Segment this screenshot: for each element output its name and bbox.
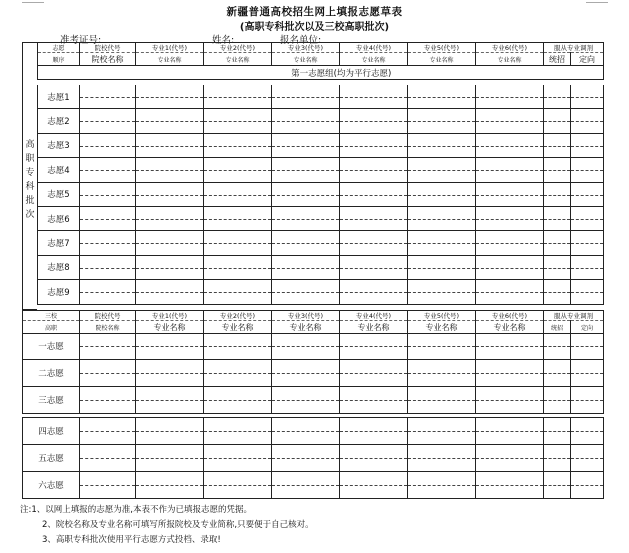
choice-label: 四志愿 xyxy=(23,418,80,445)
entry-cell[interactable] xyxy=(136,183,203,206)
entry-cell[interactable] xyxy=(340,231,407,254)
choice-row xyxy=(23,333,604,360)
name-label: 院校名称 xyxy=(80,53,136,66)
entry-cell[interactable] xyxy=(408,85,475,108)
table1-name-row xyxy=(38,53,604,66)
entry-cell[interactable] xyxy=(408,231,475,254)
table2-code-row xyxy=(23,311,604,321)
choice-row xyxy=(38,280,604,304)
entry-cell[interactable] xyxy=(408,472,475,498)
entry-cell[interactable] xyxy=(136,333,203,359)
table1-rows-grid xyxy=(37,85,604,305)
choice-label: 五志愿 xyxy=(23,445,80,472)
entry-cell[interactable] xyxy=(136,85,203,108)
entry-cell[interactable] xyxy=(408,183,475,206)
choice-row xyxy=(23,387,604,414)
entry-cell[interactable] xyxy=(204,387,271,413)
entry-cell[interactable] xyxy=(408,445,475,471)
entry-cell[interactable] xyxy=(571,445,603,471)
entry-cell[interactable] xyxy=(136,472,203,498)
choice-label: 志愿8 xyxy=(38,255,80,279)
name-label: 专业名称 xyxy=(476,321,544,334)
entry-cell[interactable] xyxy=(272,134,339,157)
entry-cell[interactable] xyxy=(272,333,339,359)
entry-cell[interactable] xyxy=(544,333,570,359)
name-label: 专业名称 xyxy=(408,53,476,66)
group-label: 第一志愿组(均为平行志愿) xyxy=(80,66,604,80)
entry-cell[interactable] xyxy=(272,256,339,279)
entry-cell[interactable] xyxy=(571,134,603,157)
entry-cell[interactable] xyxy=(544,445,570,471)
note-line: 2、院校名称及专业名称可填写所报院校及专业简称,只要便于自己核对。 xyxy=(42,520,314,530)
table2-rows xyxy=(22,333,604,414)
table1-grid xyxy=(37,42,604,80)
entry-cell[interactable] xyxy=(204,183,271,206)
corner-mark-right xyxy=(586,2,608,3)
code-label: 院校代号 xyxy=(80,311,136,321)
entry-cell[interactable] xyxy=(136,418,203,444)
entry-cell[interactable] xyxy=(544,387,570,413)
choice-row xyxy=(38,255,604,279)
entry-cell[interactable] xyxy=(340,183,407,206)
code-label: 专业2(代号) xyxy=(204,43,272,53)
code-label: 专业5(代号) xyxy=(408,43,476,53)
entry-cell[interactable] xyxy=(571,333,603,359)
choice-row xyxy=(38,182,604,206)
entry-cell[interactable] xyxy=(476,387,543,413)
entry-cell[interactable] xyxy=(544,418,570,444)
entry-cell[interactable] xyxy=(80,85,135,108)
choice-label: 六志愿 xyxy=(23,472,80,499)
entry-cell[interactable] xyxy=(476,158,543,181)
choice-label: 志愿3 xyxy=(38,133,80,157)
choice-label: 一志愿 xyxy=(23,333,80,360)
entry-cell[interactable] xyxy=(80,280,135,303)
entry-cell[interactable] xyxy=(204,472,271,498)
entry-cell[interactable] xyxy=(571,158,603,181)
name-label: 院校名称 xyxy=(80,321,136,334)
table-high-vocational xyxy=(37,42,604,80)
entry-cell[interactable] xyxy=(571,387,603,413)
entry-cell[interactable] xyxy=(408,360,475,386)
entry-cell[interactable] xyxy=(136,280,203,303)
entry-cell[interactable] xyxy=(272,472,339,498)
entry-cell[interactable] xyxy=(272,207,339,230)
table1-rows xyxy=(37,85,604,305)
corner-mark-left xyxy=(22,2,44,3)
entry-cell[interactable] xyxy=(408,256,475,279)
choice-row xyxy=(38,133,604,157)
choice-row xyxy=(23,472,604,499)
note-line: 注:1、以网上填报的志愿为准,本表不作为已填报志愿的凭据。 xyxy=(20,505,252,515)
entry-cell[interactable] xyxy=(544,280,570,303)
name-label: 专业名称 xyxy=(136,321,204,334)
entry-cell[interactable] xyxy=(204,360,271,386)
entry-cell[interactable] xyxy=(340,280,407,303)
entry-cell[interactable] xyxy=(204,256,271,279)
code-label: 专业6(代号) xyxy=(476,311,544,321)
entry-cell[interactable] xyxy=(136,360,203,386)
choice-row xyxy=(23,445,604,472)
entry-cell[interactable] xyxy=(476,333,543,359)
choice-row xyxy=(38,158,604,182)
entry-cell[interactable] xyxy=(340,85,407,108)
entry-cell[interactable] xyxy=(136,445,203,471)
table3-rows-grid xyxy=(22,417,604,499)
entry-cell[interactable] xyxy=(408,387,475,413)
entry-cell[interactable] xyxy=(571,360,603,386)
choice-row xyxy=(38,85,604,109)
entry-cell[interactable] xyxy=(544,183,570,206)
code-label: 专业4(代号) xyxy=(340,311,408,321)
entry-cell[interactable] xyxy=(272,109,339,132)
entry-cell[interactable] xyxy=(571,183,603,206)
choice-row xyxy=(38,231,604,255)
entry-cell[interactable] xyxy=(340,360,407,386)
entry-cell[interactable] xyxy=(571,109,603,132)
name-label: 专业名称 xyxy=(272,321,340,334)
entry-cell[interactable] xyxy=(204,333,271,359)
entry-cell[interactable] xyxy=(571,472,603,498)
entry-cell[interactable] xyxy=(80,109,135,132)
entry-cell[interactable] xyxy=(204,207,271,230)
entry-cell[interactable] xyxy=(476,109,543,132)
corner-top: 三校 xyxy=(23,311,80,321)
entry-cell[interactable] xyxy=(544,472,570,498)
entry-cell[interactable] xyxy=(408,280,475,303)
entry-cell[interactable] xyxy=(80,445,135,471)
entry-cell[interactable] xyxy=(571,256,603,279)
entry-cell[interactable] xyxy=(544,231,570,254)
choice-label: 志愿7 xyxy=(38,231,80,255)
name-label: 专业名称 xyxy=(476,53,544,66)
entry-cell[interactable] xyxy=(340,158,407,181)
code-label: 专业4(代号) xyxy=(340,43,408,53)
entry-cell[interactable] xyxy=(272,85,339,108)
entry-cell[interactable] xyxy=(136,231,203,254)
name-label: 专业名称 xyxy=(408,321,476,334)
entry-cell[interactable] xyxy=(80,158,135,181)
name-label: 定向 xyxy=(571,53,604,66)
entry-cell[interactable] xyxy=(340,472,407,498)
choice-label: 志愿2 xyxy=(38,109,80,133)
entry-cell[interactable] xyxy=(408,418,475,444)
name-label: 专业名称 xyxy=(136,53,204,66)
name-label: 姓名: xyxy=(212,35,235,46)
entry-cell[interactable] xyxy=(136,158,203,181)
entry-cell[interactable] xyxy=(408,158,475,181)
corner-top: 志愿 xyxy=(38,43,80,53)
choice-label: 志愿1 xyxy=(38,85,80,109)
code-label: 专业3(代号) xyxy=(272,43,340,53)
name-label: 专业名称 xyxy=(272,53,340,66)
entry-cell[interactable] xyxy=(80,333,135,359)
note-line: 3、高职专科批次使用平行志愿方式投档、录取! xyxy=(42,535,221,545)
name-label: 专业名称 xyxy=(340,321,408,334)
entry-cell[interactable] xyxy=(476,472,543,498)
choice-row xyxy=(38,109,604,133)
entry-cell[interactable] xyxy=(204,85,271,108)
entry-cell[interactable] xyxy=(408,207,475,230)
choice-label: 志愿4 xyxy=(38,158,80,182)
entry-cell[interactable] xyxy=(476,360,543,386)
entry-cell[interactable] xyxy=(476,280,543,303)
table-three-schools xyxy=(22,310,604,334)
code-label: 专业6(代号) xyxy=(476,43,544,53)
entry-cell[interactable] xyxy=(80,256,135,279)
entry-cell[interactable] xyxy=(272,360,339,386)
entry-cell[interactable] xyxy=(204,418,271,444)
entry-cell[interactable] xyxy=(544,207,570,230)
entry-cell[interactable] xyxy=(80,387,135,413)
entry-cell[interactable] xyxy=(476,256,543,279)
name-label: 专业名称 xyxy=(340,53,408,66)
entry-cell[interactable] xyxy=(204,109,271,132)
entry-cell[interactable] xyxy=(571,207,603,230)
entry-cell[interactable] xyxy=(544,256,570,279)
entry-cell[interactable] xyxy=(340,333,407,359)
table2-name-row xyxy=(23,321,604,334)
entry-cell[interactable] xyxy=(136,207,203,230)
entry-cell[interactable] xyxy=(204,134,271,157)
entry-cell[interactable] xyxy=(340,134,407,157)
corner-bottom: 高职 xyxy=(23,321,80,334)
entry-cell[interactable] xyxy=(408,109,475,132)
entry-cell[interactable] xyxy=(80,418,135,444)
code-label: 服从专业调剂 xyxy=(544,43,604,53)
entry-cell[interactable] xyxy=(476,445,543,471)
choice-row xyxy=(38,206,604,230)
entry-cell[interactable] xyxy=(544,85,570,108)
code-label: 服从专业调剂 xyxy=(544,311,604,321)
entry-cell[interactable] xyxy=(136,134,203,157)
entry-cell[interactable] xyxy=(408,333,475,359)
entry-cell[interactable] xyxy=(340,207,407,230)
code-label: 专业1(代号) xyxy=(136,43,204,53)
entry-cell[interactable] xyxy=(476,418,543,444)
name-label: 专业名称 xyxy=(204,321,272,334)
entry-cell[interactable] xyxy=(204,445,271,471)
entry-cell[interactable] xyxy=(272,418,339,444)
corner-bottom: 顺序 xyxy=(38,53,80,66)
entry-cell[interactable] xyxy=(272,445,339,471)
side-label-box xyxy=(22,42,37,310)
exam-no-label: 准考证号: xyxy=(60,35,102,46)
entry-cell[interactable] xyxy=(204,158,271,181)
entry-cell[interactable] xyxy=(340,418,407,444)
table2-grid xyxy=(22,310,604,334)
entry-cell[interactable] xyxy=(272,387,339,413)
choice-row xyxy=(23,418,604,445)
name-label: 专业名称 xyxy=(204,53,272,66)
entry-cell[interactable] xyxy=(571,418,603,444)
entry-cell[interactable] xyxy=(80,231,135,254)
entry-cell[interactable] xyxy=(272,231,339,254)
entry-cell[interactable] xyxy=(476,207,543,230)
code-label: 专业1(代号) xyxy=(136,311,204,321)
entry-cell[interactable] xyxy=(340,387,407,413)
choice-label: 二志愿 xyxy=(23,360,80,387)
entry-cell[interactable] xyxy=(476,85,543,108)
table2-rows-grid xyxy=(22,333,604,414)
name-label: 定向 xyxy=(571,321,604,334)
choice-row xyxy=(23,360,604,387)
table1-group-row xyxy=(38,66,604,80)
entry-cell[interactable] xyxy=(136,109,203,132)
entry-cell[interactable] xyxy=(476,134,543,157)
entry-cell[interactable] xyxy=(272,158,339,181)
choice-label: 三志愿 xyxy=(23,387,80,414)
entry-cell[interactable] xyxy=(571,280,603,303)
entry-cell[interactable] xyxy=(80,134,135,157)
entry-cell[interactable] xyxy=(80,360,135,386)
entry-cell[interactable] xyxy=(136,387,203,413)
choice-label: 志愿5 xyxy=(38,182,80,206)
entry-cell[interactable] xyxy=(544,109,570,132)
entry-cell[interactable] xyxy=(340,445,407,471)
code-label: 院校代号 xyxy=(80,43,136,53)
form-subtitle: (高职专科批次以及三校高职批次) xyxy=(239,22,390,33)
entry-cell[interactable] xyxy=(272,280,339,303)
entry-cell[interactable] xyxy=(136,256,203,279)
table-more-choices xyxy=(22,417,604,499)
entry-cell[interactable] xyxy=(340,109,407,132)
side-label: 高职专科批次 xyxy=(25,140,35,220)
entry-cell[interactable] xyxy=(80,207,135,230)
entry-cell[interactable] xyxy=(80,472,135,498)
code-label: 专业2(代号) xyxy=(204,311,272,321)
entry-cell[interactable] xyxy=(204,280,271,303)
notes xyxy=(20,503,314,548)
entry-cell[interactable] xyxy=(204,231,271,254)
form-title: 新疆普通高校招生网上填报志愿草表 xyxy=(226,6,403,18)
unit-label: 报名单位: xyxy=(280,35,322,46)
name-label: 统招 xyxy=(544,53,571,66)
entry-cell[interactable] xyxy=(571,231,603,254)
entry-cell[interactable] xyxy=(340,256,407,279)
code-label: 专业5(代号) xyxy=(408,311,476,321)
entry-cell[interactable] xyxy=(80,183,135,206)
entry-cell[interactable] xyxy=(571,85,603,108)
entry-cell[interactable] xyxy=(544,158,570,181)
entry-cell[interactable] xyxy=(408,134,475,157)
entry-cell[interactable] xyxy=(544,360,570,386)
name-label: 统招 xyxy=(544,321,571,334)
entry-cell[interactable] xyxy=(544,134,570,157)
entry-cell[interactable] xyxy=(476,231,543,254)
code-label: 专业3(代号) xyxy=(272,311,340,321)
entry-cell[interactable] xyxy=(272,183,339,206)
choice-label: 志愿9 xyxy=(38,280,80,304)
choice-label: 志愿6 xyxy=(38,206,80,230)
entry-cell[interactable] xyxy=(476,183,543,206)
table1-code-row xyxy=(38,43,604,53)
